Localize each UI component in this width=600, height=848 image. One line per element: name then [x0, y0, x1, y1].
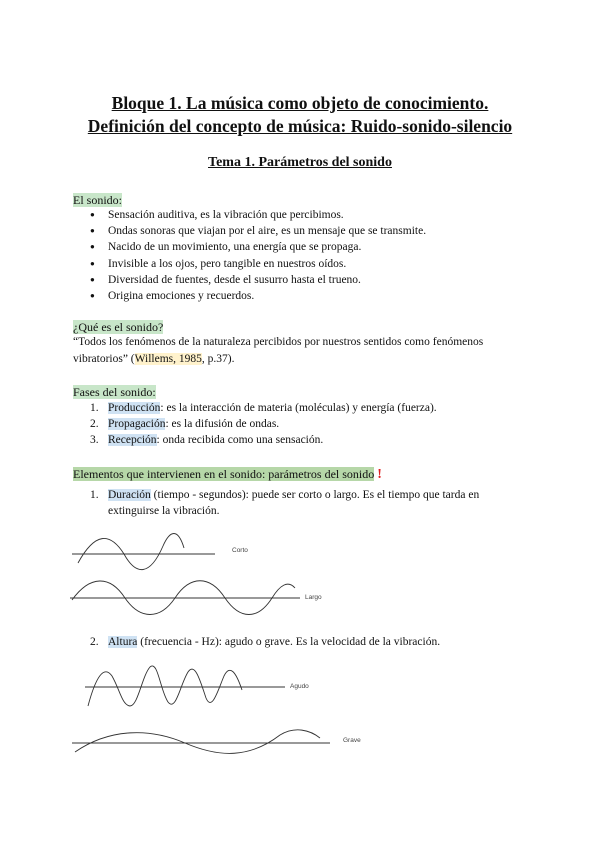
section-que-es-label: ¿Qué es el sonido? — [73, 320, 164, 334]
list-item: ● Origina emociones y recuerdos. — [90, 288, 426, 304]
section-elementos-label: Elementos que intervienen en el sonido: parámetros del sonido ! — [73, 467, 382, 482]
agudo-label: Agudo — [290, 683, 309, 690]
citation: Willems, 1985 — [134, 353, 202, 365]
definition-quote: “Todos los fenómenos de la naturaleza percibidos por nuestros sentidos como fenómenos vibratorios” (Willems, 1985, p.37). — [73, 336, 484, 365]
list-item: 2. Altura (frecuencia - Hz): agudo o grave. Es la velocidad de la vibración. — [90, 636, 441, 648]
exclamation-mark: ! — [377, 467, 382, 482]
page-title-line-2: Definición del concepto de música: Ruido-sonido-silencio — [87, 116, 513, 136]
section-fases-label: Fases del sonido: — [73, 385, 156, 399]
list-item: 1. Producción: es la interacción de materia (moléculas) y energía (fuerza). — [90, 402, 437, 414]
grave-label: Grave — [343, 737, 361, 744]
topic-title: Tema 1. Parámetros del sonido — [208, 155, 392, 170]
list-item: ● Ondas sonoras que viajan por el aire, es un mensaje que se transmite. — [90, 223, 426, 239]
list-item: 3. Recepción: onda recibida como una sensación. — [90, 434, 324, 447]
list-item: ● Nacido de un movimiento, una energía que se propaga. — [90, 239, 426, 255]
largo-label: Largo — [305, 594, 322, 601]
list-item: ● Invisible a los ojos, pero tangible en nuestros oídos. — [90, 256, 426, 272]
list-item: ● Diversidad de fuentes, desde el susurro hasta el trueno. — [90, 272, 426, 288]
corto-label: Corto — [232, 547, 248, 554]
list-item: 2. Propagación: es la difusión de ondas. — [90, 418, 280, 431]
section-sonido-label: El sonido: — [73, 193, 123, 207]
grave-wave — [75, 730, 320, 754]
agudo-wave — [88, 666, 242, 706]
list-item: 1. Duración (tiempo - segundos): puede ser corto o largo. Es el tiempo que tarda en extinguirse la vibración. — [90, 489, 480, 518]
page-title-line-1: Bloque 1. La música como objeto de conocimiento. — [111, 93, 489, 113]
corto-wave — [78, 534, 184, 570]
list-item: ● Sensación auditiva, es la vibración que percibimos. — [90, 207, 426, 223]
